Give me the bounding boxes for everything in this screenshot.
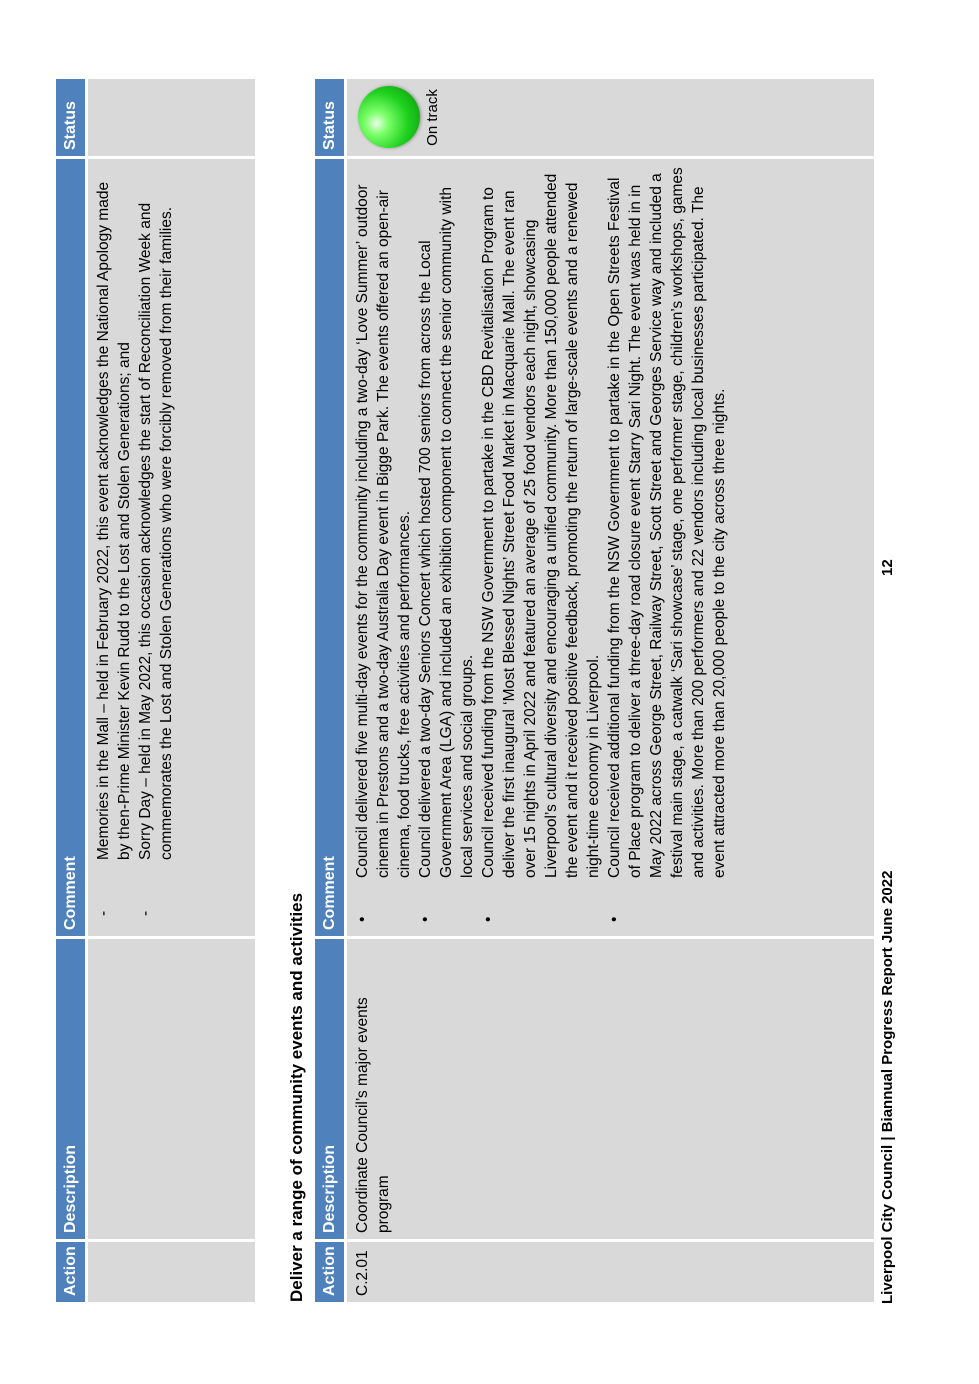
actions-table (312, 76, 877, 1305)
comment-list (352, 165, 730, 930)
header-status: Status (55, 78, 87, 158)
header-description: Description (55, 938, 87, 1241)
description-cell (87, 938, 257, 1241)
list-item: • Council received additional funding from the NSW Government to partake in the Open Streets Festival of Place program to deliver a three-day road closure event Starry Sari Night. The event was held in in May 2022 across George Street, Railway Street, Scott Street and Georges Service way and included a festival main stage, a catwalk ‘Sari showcase’ stage, one performer stage, children’s workshops, games and activities. More than 200 performers and 22 vendors including local businesses participated. The event attracted more than 20,000 people to the city across three nights. (606, 167, 728, 922)
list-item: • Council delivered five multi-day events for the community including a two-day ‘Love Summer’ outdoor cinema in Prestons and a two-day Australia Day event in Bigge Park. The events offered an open-air cinema, food trucks, free activities and performances. (354, 184, 413, 922)
action-cell (87, 1241, 257, 1304)
table-header-row (314, 78, 346, 1304)
list-item: • Council received funding from the NSW Government to partake in the CBD Revitalisation Program to deliver the first inaugural ‘Most Blessed Nights’ Street Food Market in Macquarie Mall. The event ran over 15 nights in April 2022 and featured an average of 25 food vendors each night, showcasing Liverpool’s cultural diversity and encouraging a unified community. More than 150,000 people attended the event and it received positive feedback, promoting the return of large-scale events and a renewed night-time economy in Liverpool. (480, 173, 602, 922)
section-heading: Deliver a range of community events and activities (287, 892, 306, 1302)
page-number: 12 (879, 559, 896, 576)
comment-cell (87, 158, 257, 938)
table-row (87, 78, 257, 1304)
header-action: Action (314, 1241, 346, 1304)
list-item: • Council delivered a two-day Seniors Concert which hosted 700 seniors from across the Local Government Area (LGA) and included an exhibition component to connect the senior community with local services and social groups. (417, 187, 476, 922)
table-row (346, 78, 876, 1304)
comment-cell (346, 158, 876, 938)
status-cell (346, 78, 876, 158)
list-item: - Memories in the Mall – held in February 2022, this event acknowledges the National Apology made by then-Prime Minister Kevin Rudd to the Lost and Stolen Generations; and (95, 181, 133, 916)
header-status: Status (314, 78, 346, 158)
footer-title: Liverpool City Council | Biannual Progress Report June 2022 (879, 870, 896, 1304)
table-header-row (55, 78, 87, 1304)
action-cell: C.2.01 (346, 1241, 876, 1304)
actions-table-continued (53, 76, 258, 1305)
comment-list (93, 165, 177, 930)
status-cell (87, 78, 257, 158)
header-comment: Comment (55, 158, 87, 938)
green-traffic-light-icon (358, 87, 420, 149)
status-text: On track (424, 89, 441, 146)
list-item: - Sorry Day – held in May 2022, this occasion acknowledges the start of Reconciliation Week and commemorates the Lost and Stolen Generations who were forcibly removed from their families. (137, 202, 175, 916)
header-description: Description (314, 938, 346, 1241)
description-cell: Coordinate Council’s major events program (346, 938, 876, 1241)
header-action: Action (55, 1241, 87, 1304)
header-comment: Comment (314, 158, 346, 938)
